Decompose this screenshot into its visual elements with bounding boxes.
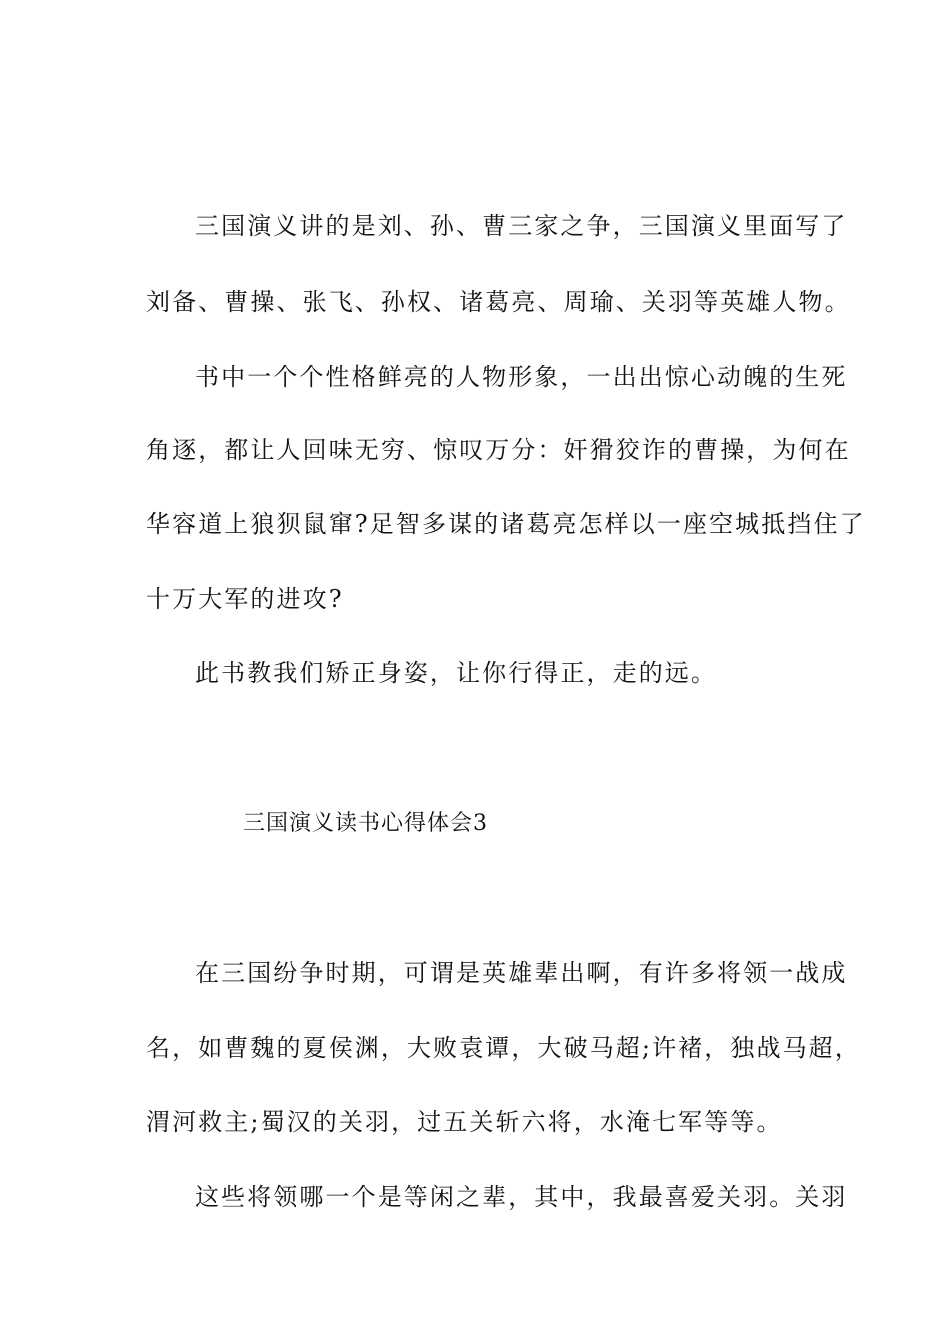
- section-paragraph-1-line-2: 名，如曹魏的夏侯渊，大败袁谭，大破马超;许褚，独战马超，: [146, 1034, 861, 1062]
- paragraph-2-line-2: 角逐，都让人回味无穷、惊叹万分：奸猾狡诈的曹操，为何在: [146, 436, 851, 464]
- section-paragraph-2-line-1: 这些将领哪一个是等闲之辈，其中，我最喜爱关羽。关羽: [195, 1183, 848, 1211]
- paragraph-3-line-1: 此书教我们矫正身姿，让你行得正，走的远。: [195, 659, 717, 687]
- section-paragraph-1-line-1: 在三国纷争时期，可谓是英雄辈出啊，有许多将领一战成: [195, 959, 848, 987]
- section-heading: 三国演义读书心得体会3: [243, 811, 488, 836]
- section-paragraph-1-line-3: 渭河救主;蜀汉的关羽，过五关斩六将，水淹七军等等。: [146, 1108, 783, 1136]
- paragraph-2-line-1: 书中一个个性格鲜亮的人物形象，一出出惊心动魄的生死: [195, 363, 848, 391]
- paragraph-2-line-3: 华容道上狼狈鼠窜?足智多谋的诸葛亮怎样以一座空城抵挡住了: [146, 510, 866, 538]
- paragraph-1-line-1: 三国演义讲的是刘、孙、曹三家之争，三国演义里面写了: [195, 212, 848, 240]
- paragraph-1-line-2: 刘备、曹操、张飞、孙权、诸葛亮、周瑜、关羽等英雄人物。: [146, 288, 851, 316]
- paragraph-2-line-4: 十万大军的进攻?: [146, 585, 344, 613]
